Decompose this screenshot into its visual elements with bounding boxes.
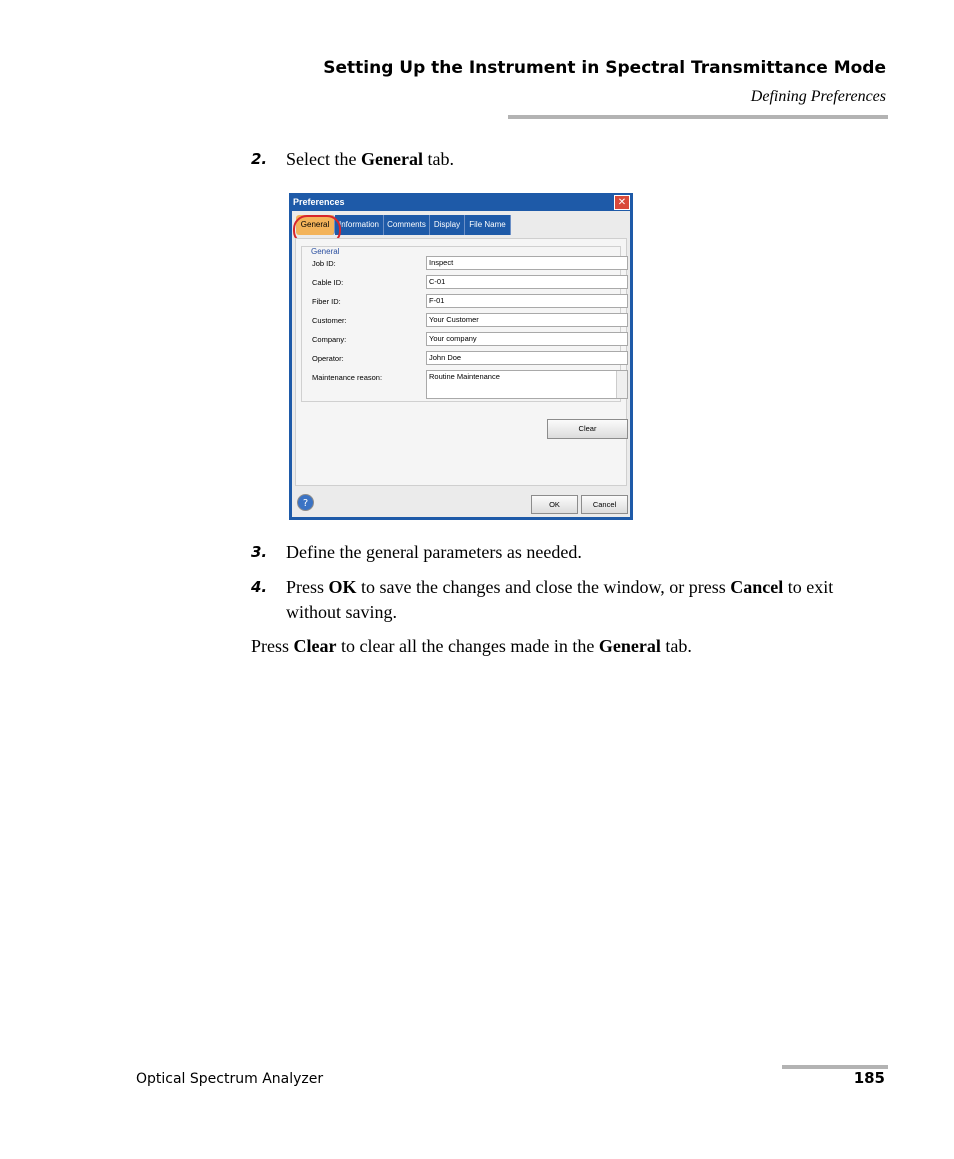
- maintenance-reason-label: Maintenance reason:: [312, 373, 383, 382]
- text-run: Press: [286, 577, 329, 597]
- fiber-id-field[interactable]: F-01: [426, 294, 628, 308]
- ok-button[interactable]: OK: [531, 495, 578, 514]
- dialog-title: Preferences: [293, 197, 345, 207]
- bold-term: Clear: [293, 636, 337, 656]
- clear-note: [251, 636, 692, 657]
- cable-id-field[interactable]: C-01: [426, 275, 628, 289]
- cable-id-label: Cable ID:: [312, 278, 344, 287]
- footer-product: Optical Spectrum Analyzer: [136, 1071, 324, 1087]
- step-text: [286, 147, 891, 172]
- bold-term: OK: [328, 577, 357, 597]
- scrollbar[interactable]: [616, 371, 627, 398]
- tab-file-name[interactable]: File Name: [465, 215, 511, 235]
- tab-general[interactable]: General: [296, 215, 335, 235]
- customer-label: Customer:: [312, 316, 347, 325]
- customer-field[interactable]: Your Customer: [426, 313, 628, 327]
- tab-comments[interactable]: Comments: [384, 215, 430, 235]
- tab-bar: [292, 215, 630, 235]
- text-run: to save the changes and close the window, or press: [356, 577, 731, 597]
- tab-information[interactable]: Information: [335, 215, 384, 235]
- clear-button[interactable]: Clear: [547, 419, 628, 439]
- text-run: tab.: [660, 636, 692, 656]
- page-number: 185: [853, 1069, 885, 1087]
- tab-panel: [295, 238, 627, 486]
- step-number: 2.: [251, 150, 268, 168]
- preferences-dialog: [289, 193, 633, 520]
- job-id-label: Job ID:: [312, 259, 336, 268]
- company-field[interactable]: Your company: [426, 332, 628, 346]
- step-number: 3.: [251, 543, 268, 561]
- maintenance-reason-value: Routine Maintenance: [429, 372, 500, 381]
- general-group: [301, 246, 621, 402]
- step-number: 4.: [251, 578, 268, 596]
- header-rule: [508, 115, 888, 119]
- company-label: Company:: [312, 335, 347, 344]
- text-run: Select the: [286, 149, 361, 169]
- text-run: to clear all the changes made in the: [336, 636, 599, 656]
- close-icon[interactable]: ✕: [614, 195, 630, 210]
- step-text: [286, 575, 891, 625]
- step-text: Define the general parameters as needed.: [286, 542, 582, 562]
- page-header-title: Setting Up the Instrument in Spectral Transmittance Mode: [323, 58, 886, 78]
- operator-field[interactable]: John Doe: [426, 351, 628, 365]
- bold-term: Cancel: [730, 577, 784, 597]
- help-icon[interactable]: ?: [297, 494, 314, 511]
- bold-term: General: [360, 149, 423, 169]
- tab-display[interactable]: Display: [430, 215, 465, 235]
- text-run: to exit without saving.: [286, 577, 834, 622]
- text-run: tab.: [422, 149, 454, 169]
- fiber-id-label: Fiber ID:: [312, 297, 341, 306]
- page-header-subtitle: Defining Preferences: [750, 88, 886, 105]
- bold-term: General: [598, 636, 661, 656]
- operator-label: Operator:: [312, 354, 344, 363]
- cancel-button[interactable]: Cancel: [581, 495, 628, 514]
- maintenance-reason-field[interactable]: [426, 370, 628, 399]
- job-id-field[interactable]: Inspect: [426, 256, 628, 270]
- dialog-body: [292, 211, 630, 517]
- group-label: General: [311, 247, 340, 256]
- text-run: Press: [251, 636, 294, 656]
